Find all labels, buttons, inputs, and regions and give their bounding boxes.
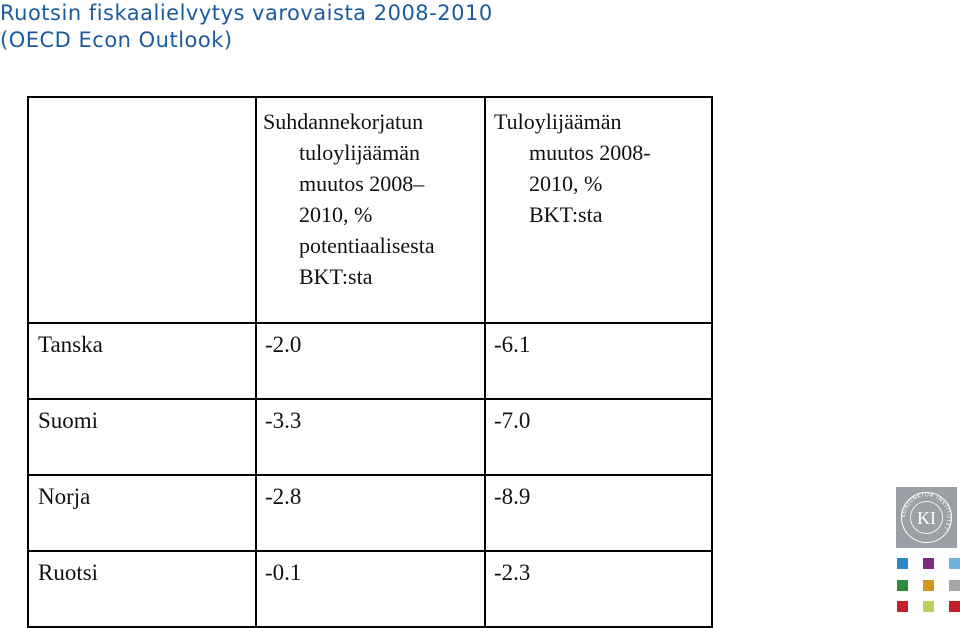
header-text: muutos 2008-	[529, 140, 651, 165]
brand-square	[923, 580, 934, 591]
value-cell	[485, 399, 712, 475]
logo-ring-text: KONJUNKTUR INSTITUTET	[901, 492, 952, 532]
logo-text: KI	[917, 508, 936, 528]
value-cell	[256, 551, 485, 627]
brand-square	[897, 601, 908, 612]
table-row	[28, 399, 712, 475]
fiscal-table	[27, 96, 713, 628]
header-text: tuloylijäämän	[299, 140, 420, 165]
header-text: potentiaalisesta	[299, 233, 435, 258]
cyclically-adjusted-value: -2.0	[265, 332, 302, 357]
brand-color-squares	[897, 558, 960, 616]
brand-square	[897, 580, 908, 591]
brand-square	[923, 558, 934, 569]
header-cyclically-adjusted	[256, 97, 485, 323]
country-cell	[28, 475, 256, 551]
cyclically-adjusted-value: -3.3	[265, 408, 302, 433]
value-cell	[256, 323, 485, 399]
country-cell	[28, 399, 256, 475]
table-row	[28, 551, 712, 627]
country-name: Tanska	[38, 332, 103, 357]
country-cell	[28, 323, 256, 399]
country-cell	[28, 551, 256, 627]
value-cell	[485, 323, 712, 399]
header-text: BKT:sta	[529, 202, 603, 227]
header-text: 2010, %	[299, 202, 373, 227]
cyclically-adjusted-value: -2.8	[265, 484, 302, 509]
table-header-row	[28, 97, 712, 323]
brand-square	[949, 601, 960, 612]
slide-title-line1: Ruotsin fiskaalielvytys varovaista 2008-2010	[0, 1, 493, 25]
brand-square	[897, 558, 908, 569]
brand-square	[949, 580, 960, 591]
brand-square	[923, 601, 934, 612]
country-name: Suomi	[38, 408, 99, 433]
table-row	[28, 475, 712, 551]
value-cell	[256, 475, 485, 551]
ki-logo	[896, 487, 957, 548]
balance-change-value: -7.0	[494, 408, 531, 433]
slide-title	[0, 0, 493, 54]
balance-change-value: -6.1	[494, 332, 531, 357]
value-cell	[485, 475, 712, 551]
header-text: BKT:sta	[299, 264, 373, 289]
header-text: Tuloylijäämän	[494, 109, 622, 134]
value-cell	[256, 399, 485, 475]
table-row	[28, 323, 712, 399]
slide-title-line2: (OECD Econ Outlook)	[0, 28, 233, 52]
header-balance-change	[485, 97, 712, 323]
balance-change-value: -2.3	[494, 560, 531, 585]
value-cell	[485, 551, 712, 627]
header-text: muutos 2008–	[299, 171, 425, 196]
header-empty-cell	[28, 97, 256, 323]
balance-change-value: -8.9	[494, 484, 531, 509]
country-name: Norja	[38, 484, 91, 509]
header-text: 2010, %	[529, 171, 603, 196]
country-name: Ruotsi	[38, 560, 99, 585]
header-text: Suhdannekorjatun	[263, 109, 424, 134]
cyclically-adjusted-value: -0.1	[265, 560, 302, 585]
brand-square	[949, 558, 960, 569]
